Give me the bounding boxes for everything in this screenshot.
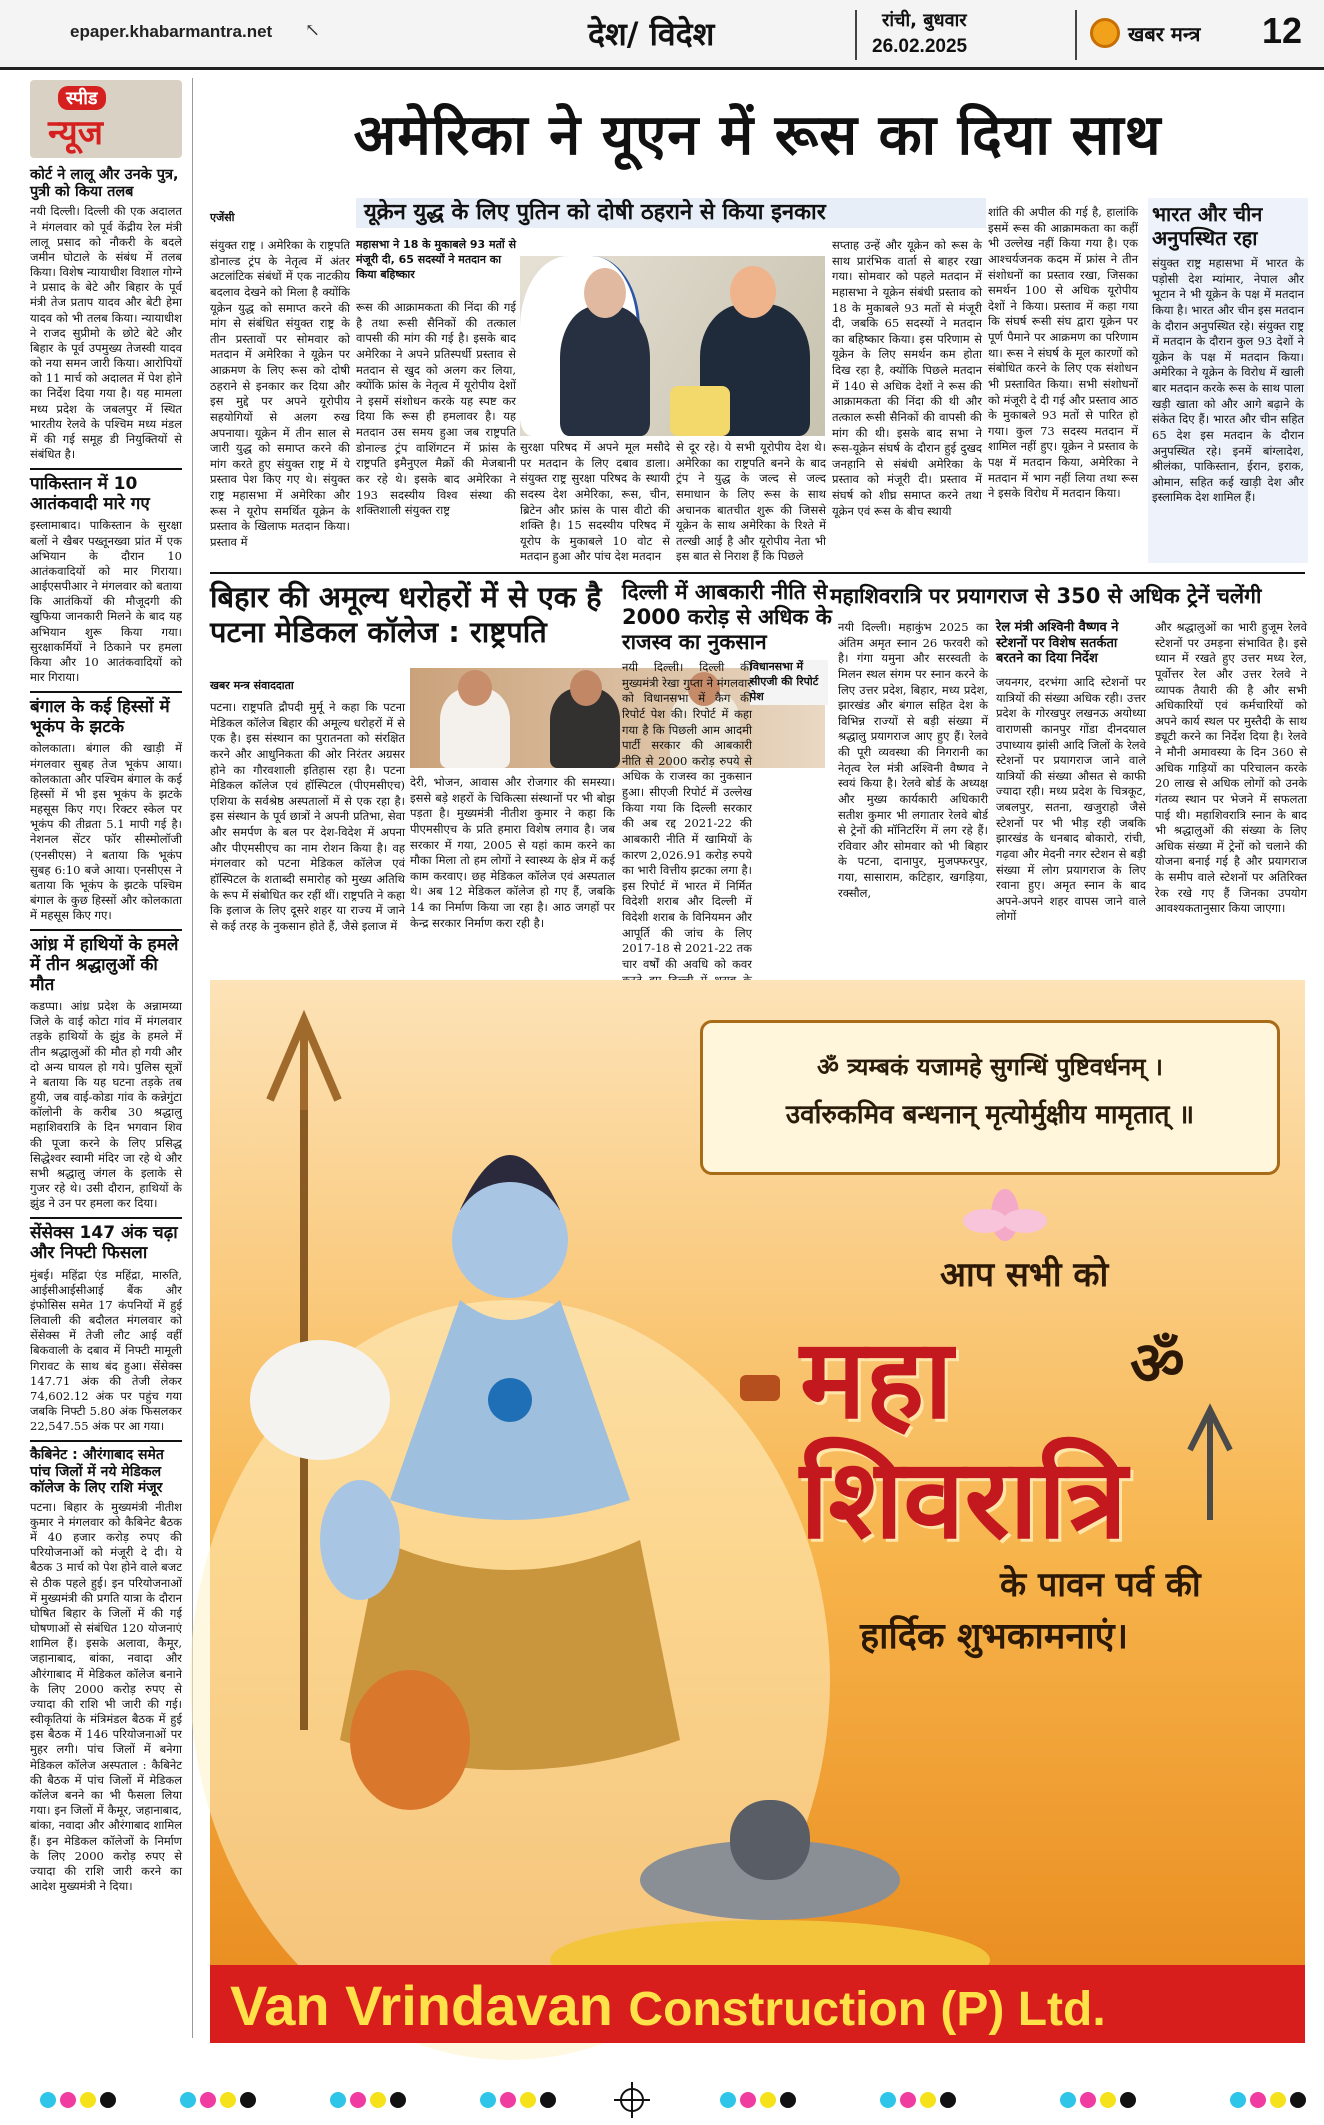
issue-date: 26.02.2025 (872, 36, 968, 57)
registration-color-dot (40, 2092, 56, 2108)
pmch-column-text: देरी, भोजन, आवास और रोजगार की समस्या। इससे बड़े शहरों के चिकित्सा संस्थानों पर भी बोझ पड़ता है। मुख्यमंत्री नीतीश कुमार ने कहा कि पीएमसीएच के प्रति हमारा विशेष लगाव है। जब सरकार में गया, 2005 से यहां काम करने का मौका मिला तो हम लोगों ने स्वास्थ्य के क्षेत्र में कई काम करवाए। छह मेडिकल कॉलेज एवं अस्पताल थे। अब 12 मेडिकल कॉलेज हो गए हैं, जबकि 14 का निर्माण किया जा रहा है। आठ जगहों पर केन्द्र सरकार निर्माण करा रही है। (410, 775, 615, 930)
registration-color-dot (1290, 2092, 1306, 2108)
registration-color-dot (940, 2092, 956, 2108)
registration-color-dot (520, 2092, 536, 2108)
section-rule (210, 572, 1305, 574)
registration-color-dot (500, 2092, 516, 2108)
person-face (458, 670, 492, 706)
lead-photo (520, 256, 825, 436)
trident-icon (1190, 1410, 1230, 1520)
lead-subheadline: यूक्रेन युद्ध के लिए पुतिन को दोषी ठहराने से किया इनकार (356, 198, 986, 228)
registration-color-dot (720, 2092, 736, 2108)
excise-body: नयी दिल्ली। दिल्ली की मुख्यमंत्री रेखा गुप्ता ने मंगलवार को विधानसभा में कैग की रिपोर्ट पेश की। रिपोर्ट में कहा गया है कि पिछली आम आदमी पार्टी सरकार की आबकारी नीति से 2000 करोड़ रुपये से अधिक के राजस्व का नुकसान हुआ। सीएजी रिपोर्ट में उल्लेख किया गया कि दिल्ली सरकार की अब रद्द 2021-22 की आबकारी नीति में खामियों के कारण 2,026.91 करोड़ रुपये का भारी वित्तीय झटका लगा है। इस रिपोर्ट में भारत में निर्मित विदेशी शराब और दिल्ली में विदेशी शराब के विनियमन और आपूर्ति की जांच के लिए 2017-18 से 2021-22 तक चार वर्षों की अवधि को कवर (622, 660, 752, 971)
brief-item (30, 475, 182, 685)
lead-column-text: सुरक्षा परिषद में अपने मूल मसौदे पर मतदान के लिए दबाव डाला। संयुक्त राष्ट्र सुरक्षा परिषद के स्थायी सदस्य देश अमेरिका, रूस, चीन, ब्रिटेन और फ्रांस के पास वीटो की शक्ति है। 15 सदस्यीय परिषद में यूरोप के मुकाबले 10 वोट से मतदान हुआ और पांच देश मतदान (520, 440, 670, 564)
page-header (0, 0, 1324, 70)
registration-color-dot (350, 2092, 366, 2108)
person-face (584, 268, 626, 318)
registration-color-dot (1270, 2092, 1286, 2108)
lead-photo-caption: महासभा ने 18 के मुकाबले 93 मतों से मंजूरी दी, 65 सदस्यों ने मतदान का किया बहिष्कार (356, 238, 517, 281)
registration-color-dot (540, 2092, 556, 2108)
registration-color-dot (390, 2092, 406, 2108)
brief-item (30, 167, 182, 462)
header-divider (1075, 10, 1077, 60)
side-story-headline: भारत और चीन अनुपस्थित रहा (1152, 202, 1263, 250)
trains-column-text: जयनगर, दरभंगा आदि स्टेशनों पर यात्रियों की संख्या अधिक रही। उत्तर प्रदेश के गोरखपुर लखनऊ अयोध्या वाराणसी कानपुर गोंडा दीनदयाल उपाध्याय झांसी आदि जिलों के रेलवे स्टेशनों पर प्रयागराज जाने वाले यात्रियों की संख्या औसत से काफी ज्यादा रही। मध्य प्रदेश के चित्रकूट, जबलपुर, सतना, खजुराहो जैसे स्टेशनों पर भी भीड़ रही जबकि झारखंड के धनबाद बोकारो, रांची, गढ़वा और मेदनी नगर स्टेशन से बड़ी संख्या में लोग प्रयागराज के लिए रवाना हुए। अमृत स्नान के बाद अपने-अपने शहर वापस जाने वाले लोगों (996, 675, 1146, 924)
brief-item (30, 936, 182, 1211)
header-divider (855, 10, 857, 60)
brief-headline: आंध्र में हाथियों के हमले में तीन श्रद्धालुओं की मौत (30, 935, 179, 995)
nandi-bull (250, 1340, 390, 1460)
flowers-shape (670, 386, 730, 436)
lead-column-text: से दूर रहे। ये सभी यूरोपीय देश थे। अमेरिका का राष्ट्रपति बनने के बाद ट्रंप ने युद्ध के जल्द से जल्द समाधान के लिए रूस के साथ अचानक बातचीत शुरू की जिससे यूक्रेन के साथ अमेरिका के रिश्ते में तल्खी आई है और यूरोपीय नेता भी इस बात से निराश हैं कि पिछले (676, 440, 826, 564)
shiva-face (452, 1182, 568, 1298)
brief-headline: कोर्ट ने लालू और उनके पुत्र, पुत्री को किया तलब (30, 167, 179, 200)
person-face (730, 266, 776, 318)
registration-mark-icon (614, 2099, 650, 2101)
registration-color-dot (1100, 2092, 1116, 2108)
registration-color-dot (480, 2092, 496, 2108)
registration-color-dot (880, 2092, 896, 2108)
greeting-bottom: हार्दिक शुभकामनाएं। (860, 1616, 1129, 1657)
registration-color-dot (1250, 2092, 1266, 2108)
registration-color-dot (330, 2092, 346, 2108)
festival-title: शिवरात्रि (800, 1435, 1128, 1563)
person-face (570, 670, 602, 706)
trains-column-text: नयी दिल्ली। महाकुंभ 2025 का अंतिम अमृत स्नान 26 फरवरी को है। गंगा यमुना और सरस्वती के मिलन स्थल संगम पर स्नान करने के लिए उत्तर प्रदेश, बिहार, मध्य प्रदेश, झारखंड और बंगाल सहित देश के विभिन्न राज्यों से बड़ी संख्या में श्रद्धालु प्रयागराज आए हुए हैं। रेलवे की पूरी व्यवस्था की निगरानी का नेतृत्व रेल मंत्री अश्विनी वैष्णव ने स्वयं किया है। रेलवे बोर्ड के अध्यक्ष और मुख्य कार्यकारी अधिकारी सतीश कुमार भी लगातार रेलवे बोर्ड से ट्रेनों की मॉनिटरिंग में लग रहे हैं। रविवार और सोमवार को भी बिहार के पटना, दानापुर, मुजफ्फरपुर, गया, सासाराम, कटिहार, खगड़िया, रक्सौल, (838, 620, 988, 900)
excise-headline: दिल्ली में आबकारी नीति से 2000 करोड़ से अधिक के राजस्व का नुकसान (622, 580, 832, 655)
greeting-top: आप सभी को (940, 1255, 1109, 1295)
excise-photo-caption: विधानसभा में सीएजी की रिपोर्ट पेश (750, 660, 828, 705)
greeting-middle: के पावन पर्व की (1000, 1565, 1201, 1605)
brief-body: इस्लामाबाद। पाकिस्तान के सुरक्षा बलों ने खैबर पख्तूनख्वा प्रांत में एक अभियान के दौरान 10 आतंकवादियों को मार गिराया। आईएसपीआर ने मंगलवार को बताया कि आतंकियों की मौजूदगी की खुफिया जानकारी मिलने के बाद यह अभियान शुरू किया गया। सुरक्षाकर्मियों ने ठिकाने पर हमला किया और 10 आतंकवादियों को मार गिराया। (30, 518, 182, 685)
place-day: रांची, बुधवार (882, 10, 967, 31)
registration-color-dot (370, 2092, 386, 2108)
damru-icon (740, 1375, 780, 1401)
left-news-column (30, 162, 182, 2042)
blessing-hand (320, 1480, 400, 1600)
person-figure (560, 306, 650, 436)
registration-color-dot (1230, 2092, 1246, 2108)
lead-headline: अमेरिका ने यूएन में रूस का दिया साथ (353, 103, 1162, 168)
registration-color-dot (760, 2092, 776, 2108)
divider (30, 468, 182, 470)
pmch-column-text: पटना। राष्ट्रपति द्रौपदी मुर्मू ने कहा कि पटना मेडिकल कॉलेज बिहार की अमूल्य धरोहरों में से एक है। इस संस्थान का पुरातनता को संरक्षित करने और आधुनिकता की ओर निरंतर अग्रसर होने का गौरवशाली इतिहास रहा है। पटना मेडिकल कॉलेज एवं हॉस्पिटल (पीएमसीएच) एशिया के सर्वश्रेष्ठ अस्पतालों में से एक रहा है। इस संस्थान के पूर्व छात्रों ने अपनी प्रतिभा, सेवा और समर्पण के बल पर देश-विदेश में अपना और पीएमसीएच का नाम रोशन किया है। वह मंगलवार को पटना मेडिकल कॉलेज एवं हॉस्पिटल के शताब्दी समारोह को मुख्य अतिथि के रूप में संबोधित कर रहीं थीं। राष्ट्रपति ने कहा कि इलाज के लिए दूसरे शहर या राज्य में जाने से कई तरह के नुकसान होते हैं, जैसे इलाज में (210, 700, 405, 933)
lead-column-text: संयुक्त राष्ट्र । अमेरिका के राष्ट्रपति डोनाल्ड ट्रंप के नेतृत्व में अंतर अटलांटिक संबंधों में एक नाटकीय बदलाव देखने को मिला है क्योंकि यूक्रेन युद्ध को समाप्त करने की मांग से संबंधित संयुक्त राष्ट्र के तीन प्रस्तावों पर सोमवार को मतदान में अमेरिका ने यूक्रेन पर आक्रमण के लिए रूस को दोषी ठहराने से इनकार कर दिया और इस मुद्दे पर अपने यूरोपीय सहयोगियों से अलग रुख अपनाया। यूक्रेन में तीन साल से जारी युद्ध को समाप्त करने की मांग करते हुए संयुक्त राष्ट्र में ये प्रस्ताव पेश किए गए थे। संयुक्त राष्ट्र महासभा में अमेरिका और रूस ने यूरोप समर्थित यूक्रेन के प्रस्ताव के खिलाफ मतदान किया। प्रस्ताव में (210, 238, 350, 549)
kalash-pot (350, 1670, 470, 1810)
om-symbol-icon: ॐ (1130, 1329, 1185, 1399)
divider (30, 1217, 182, 1219)
section-title: देश/ विदेश (588, 15, 715, 53)
registration-color-dot (1060, 2092, 1076, 2108)
registration-color-dot (1120, 2092, 1136, 2108)
brief-headline: कैबिनेट : औरंगाबाद समेत पांच जिलों में नये मेडिकल कॉलेज के लिए राशि मंजूर (30, 1447, 164, 1496)
registration-color-dot (80, 2092, 96, 2108)
trident-icon (270, 1020, 338, 1110)
brief-body: नयी दिल्ली। दिल्ली की एक अदालत ने मंगलवार को पूर्व केंद्रीय रेल मंत्री लालू प्रसाद को नौकरी के बदले जमीन घोटाले के संबंध में तलब किया। विशेष न्यायाधीश विशाल गोग्ने ने प्रसाद के बेटे और बिहार के पूर्व मंत्री तेज प्रताप यादव और बेटी हेमा यादव को भी तलब किया। न्यायाधीश ने राजद सुप्रीमो के छोटे बेटे और बिहार के पूर्व उपमुख्य तेजस्वी यादव को नया समन जारी किया। आरोपियों को 11 मार्च को अदालत में पेश होने का निर्देश दिया गया है। यह मामला मध्य प्रदेश के जबलपुर में स्थित भारतीय रेलवे के पश्चिम मध्य मंडल में की गई समूह डी नियुक्तियों से संबंधित है। (30, 204, 182, 462)
brief-headline: सेंसेक्स 147 अंक चढ़ा और निफ्टी फिसला (30, 1223, 178, 1263)
divider (30, 1440, 182, 1442)
lotus-icon (960, 1185, 1050, 1245)
trains-headline: महाशिवरात्रि पर प्रयागराज से 350 से अधिक ट्रेनें चलेंगी (830, 584, 1262, 608)
brief-body: कडप्पा। आंध्र प्रदेश के अन्नामय्या जिले के वाई कोटा गांव में मंगलवार तड़के हाथियों के झुंड के हमले में तीन श्रद्धालुओं की मौत हो गयी और दो अन्य घायल हो गये। पुलिस सूत्रों ने बताया कि यह घटना तड़के तब हुयी, जब वाई-कोडा गांव के कन्नेगुंटा कॉलोनी के करीब 30 श्रद्धालु महाशिवरात्रि के दिन भगवान शिव की पूजा करने के लिए प्रसिद्ध सिद्धेश्वर स्वामी मंदिर जा रहे थे और सभी श्रद्धालु जंगल के इलाके से गुजर रहे थे। उसी दौरान, हाथियों के झुंड ने उन पर हमला कर दिया। (30, 999, 182, 1211)
epaper-url[interactable]: epaper.khabarmantra.net (70, 22, 273, 41)
registration-color-dot (920, 2092, 936, 2108)
lead-column-text: सप्ताह उन्हें और यूक्रेन को रूस के साथ प्रारंभिक वार्ता से बाहर रखा गया। सोमवार को पहले मतदान में महासभा ने यूक्रेन संबंधी प्रस्ताव को 18 के मुकाबले 93 मतों से मंजूरी दी, जबकि 65 सदस्यों ने मतदान का बहिष्कार किया। इस परिणाम से यूक्रेन के लिए समर्थन कम होता दिख रहा है, क्योंकि पिछले मतदान में 140 से अधिक देशों ने रूस की आक्रामकता की निंदा की थी और तत्काल रूसी सैनिकों की वापसी की मांग की थी। इसके बाद सभा ने रूस-यूक्रेन संघर्ष के दौरान हुई दुखद जनहानि से संबंधी अमेरिका के प्रस्ताव को मंजूरी दी। प्रस्ताव में संघर्ष को शीघ्र समाप्त करने तथा यूक्रेन एवं रूस के बीच स्थायी (832, 238, 982, 518)
registration-color-dot (740, 2092, 756, 2108)
sponsor-banner (210, 1965, 1305, 2043)
brief-item (30, 698, 182, 923)
mantra-line: ॐ त्र्यम्बकं यजामहे सुगन्धिं पुष्टिवर्धनम् । (817, 1053, 1163, 1081)
lead-column-text: रूस की आक्रामकता की निंदा की गई है तथा रूसी सैनिकों की तत्काल वापसी की मांग की गई है। इसके बाद अमेरिका ने अपने प्रतिस्पर्धी प्रस्ताव से मतदान से खुद को अलग कर लिया, क्योंकि फ्रांस के नेतृत्व में यूरोपीय देशों ने इसमें संशोधन करके यह स्पष्ट कर दिया कि रूस ही हमलावर है। यह मतदान उस समय हुआ जब राष्ट्रपति डोनाल्ड ट्रंप वाशिंगटन में फ्रांस के राष्ट्रपति इमैनुएल मैक्रों की मेजबानी कर रहे थे। इसके बाद अमेरिका ने 193 सदस्यीय विश्व संस्था की शक्तिशाली संयुक्त राष्ट्र (356, 300, 516, 518)
pmch-dateline: खबर मन्त्र संवाददाता (210, 679, 294, 692)
divider (30, 929, 182, 931)
brief-item (30, 1447, 182, 1894)
brief-headline: पाकिस्तान में 10 आतंकवादी मारे गए (30, 474, 150, 514)
registration-color-dot (900, 2092, 916, 2108)
pmch-headline: बिहार की अमूल्य धरोहरों में से एक है पटना मेडिकल कॉलेज : राष्ट्रपति (210, 580, 602, 649)
brand-name: खबर मन्त्र (1128, 22, 1201, 46)
side-story-body: संयुक्त राष्ट्र महासभा में भारत के पड़ोसी देश म्यांमार, नेपाल और भूटान ने भी यूक्रेन के पक्ष में मतदान किया है। भारत और चीन इस मतदान के दौरान अनुपस्थित रहे। संयुक्त राष्ट्र में मतदान के दौरान कुल 93 देशों ने यूक्रेन के पक्ष में मतदान किया। अमेरिका ने यूक्रेन के विरोध में खाली बार मतदान करके रूस के साथ पाला खड़ी खाता को और आगे बढ़ाने के संकेत दिए हैं। भारत और चीन सहित 65 देश इस मतदान के दौरान अनुपस्थित रहे। इनमें बांग्लादेश, श्रीलंका, पाकिस्तान, ईरान, इराक, ओमान, सहित कई खाड़ी देश और इस्लामिक देश शामिल हैं। (1152, 256, 1304, 505)
mantra-line: उर्वारुकमिव बन्धनान् मृत्योर्मुक्षीय मामृतात् ॥ (785, 1100, 1195, 1130)
trains-column-text: और श्रद्धालुओं का भारी हुजूम रेलवे स्टेशनों पर उमड़ना संभावित है। इसे ध्यान में रखते हुए उत्तर मध्य रेल, पूर्वोत्तर रेल और उत्तर रेलवे ने व्यापक तैयारी की है और सभी अधिकारियों एवं कर्मचारियों को अपने कार्य स्थल पर मुस्तैदी के साथ ड्यूटी करने का निर्देश दिया है। रेलवे ने मौनी अमावस्या के दिन 360 से अधिक गाड़ियों का परिचालन करके 20 लाख से अधिक लोगों को उनके गंतव्य स्थान पर भेजने में सफलता पाई थी। महाशिवरात्रि स्नान के बाद भी श्रद्धालुओं की संख्या के लिए अधिक संख्या में ट्रेनों को चलाने की योजना बनाई गई है और प्रयागराज के समीप वाले स्टेशनों पर अतिरिक्त रेक रखे गए हैं जिनका उपयोग आवश्यकतानुसार किया जाएगा। (1155, 620, 1307, 916)
side-story-box (1148, 198, 1308, 563)
serpent-coil (488, 1378, 532, 1422)
registration-color-dot (780, 2092, 796, 2108)
page-number: 12 (1262, 10, 1303, 51)
registration-color-dot (100, 2092, 116, 2108)
divider (30, 691, 182, 693)
lead-dateline: एजेंसी (210, 211, 235, 224)
speed-news-label: न्यूज (48, 113, 103, 153)
speed-news-label: स्पीड (58, 86, 106, 110)
brief-headline: बंगाल के कई हिस्सों में भूकंप के झटके (30, 697, 170, 737)
sponsor-name: Van Vrindavan Construction (P) Ltd. (230, 1974, 1106, 2037)
festival-title: महा (800, 1315, 953, 1443)
cursor-icon: ↖ (305, 20, 321, 41)
brief-body: पटना। बिहार के मुख्यमंत्री नीतीश कुमार ने मंगलवार को कैबिनेट बैठक में 40 हजार करोड़ रुपए की परियोजनाओं को मंजूरी दे दी। ये बैठक 3 मार्च को पेश होने वाले बजट से ठीक पहले हुई। इन परियोजनाओं में मुख्यमंत्री की प्रगति यात्रा के दौरान घोषित बिहार के जिलों में की गई घोषणाओं से संबंधित 120 योजनाएं शामिल हैं। इसके अलावा, कैमूर, जहानाबाद, बांका, नवादा और औरंगाबाद में मेडिकल कॉलेज बनाने के लिए 2000 करोड़ रुपए से ज्यादा की राशि भी जारी की गई। स्वीकृतियां के मंत्रिमंडल बैठक में हुई इस बैठक में 146 परियोजनाओं पर मुहर लगी। पांच जिलों में बनेगा मेडिकल कॉलेज अस्पताल : कैबिनेट की बैठक में पांच जिलों में मेडिकल कॉलेज बनने का भी फैसला लिया गया। इन जिलों में कैमूर, जहानाबाद, बांका, नवादा और औरंगाबाद शामिल हैं। इन मेडिकल कॉलेजों के निर्माण के लिए 2000 करोड़ रुपए से ज्यादा की राशि जारी करने का आदेश मुख्यमंत्री ने दिया। (30, 1499, 182, 1894)
brand-logo-icon (1090, 18, 1120, 48)
registration-color-dot (1080, 2092, 1096, 2108)
brief-item (30, 1224, 182, 1434)
registration-color-dot (180, 2092, 196, 2108)
lead-column-text: शांति की अपील की गई है, हालांकि इसमें रूस की आक्रामकता का कहीं भी उल्लेख नहीं किया गया है। एक आश्चर्यजनक कदम में फ्रांस ने तीन संशोधनों का प्रस्ताव रखा, जिसका समर्थन 100 से अधिक यूरोपीय देशों ने किया। प्रस्ताव में कहा गया कि संघर्ष रूसी संघ द्वारा यूक्रेन पर पूर्ण पैमाने पर आक्रमण का परिणाम था। रूस ने संघर्ष के मूल कारणों को संबोधित करने के लिए एक संशोधन भी प्रस्तावित किया। सभी संशोधनों को मंजूरी दे दी गई और प्रस्ताव आठ के मुकाबले 93 मतों से पारित हो गया। कुल 73 सदस्य मतदान में शामिल नहीं हुए। यूक्रेन ने प्रस्ताव के पक्ष में मतदान किया, अमेरिका ने मतदान में भाग नहीं लिया तथा रूस ने इसके विरोध में मतदान किया। (988, 205, 1138, 501)
registration-color-dot (60, 2092, 76, 2108)
registration-color-dot (240, 2092, 256, 2108)
registration-color-dot (200, 2092, 216, 2108)
brief-body: कोलकाता। बंगाल की खाड़ी में मंगलवार सुबह तेज भूकंप आया। कोलकाता और पश्चिम बंगाल के कई हिस्सों में भी इस भूकंप के झटके महसूस किए गए। रिक्टर स्केल पर भूकंप की तीव्रता 5.1 मापी गई है। नेशनल सेंटर फॉर सीस्मोलॉजी (एनसीएस) ने बताया कि भूकंप सुबह 6:10 बजे आया। एनसीएस ने बताया कि भूकंप के झटके पश्चिम बंगाल के कुछ हिस्सों और कोलकाता में महसूस किए गए। (30, 741, 182, 923)
trains-subheadline: रेल मंत्री अश्विनी वैष्णव ने स्टेशनों पर विशेष सतर्कता बरतने का दिया निर्देश (996, 620, 1119, 667)
registration-color-dot (220, 2092, 236, 2108)
brief-body: मुंबई। महिंद्रा एंड महिंद्रा, मारुति, आईसीआईसीआई बैंक और इंफोसिस समेत 17 कंपनियों में हुई लिवाली की बदौलत मंगलवार को सेंसेक्स में तेजी लौट आई वहीं बिकवाली के दबाव में निफ्टी मामूली गिरावट के साथ बंद हुआ। सेंसेक्स 147.71 अंक की तेजी लेकर 74,602.12 अंक पर पहुंच गया जबकि निफ्टी 5.80 अंक फिसलकर 22,547.55 अंक पर आ गया। (30, 1267, 182, 1434)
column-divider (192, 78, 193, 2038)
shivling (730, 1800, 810, 1880)
print-registration-strip (0, 2050, 1324, 2125)
